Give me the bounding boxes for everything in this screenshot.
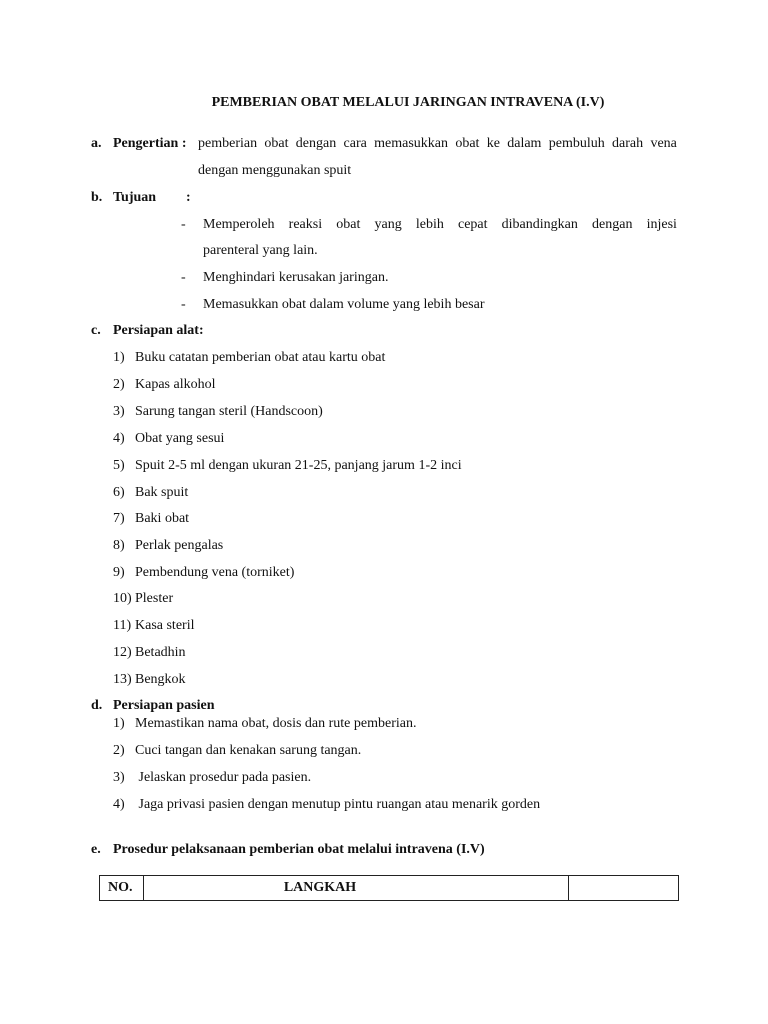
word: cara — [343, 136, 367, 151]
section-c-heading: Persiapan alat: — [113, 323, 204, 338]
word: lebih — [415, 217, 444, 232]
word: yang — [374, 217, 402, 232]
list-item: Memastikan nama obat, dosis dan rute pemberian. — [135, 716, 417, 731]
justified-line — [203, 216, 677, 234]
list-item: Obat yang sesui — [135, 431, 225, 446]
section-d-marker: d. — [91, 698, 103, 713]
list-item-number: 3) — [113, 770, 125, 785]
section-c-marker: c. — [91, 323, 101, 338]
list-item-number: 7) — [113, 511, 125, 526]
list-item-number: 5) — [113, 458, 125, 473]
word: memasukkan — [374, 136, 449, 151]
justified-line — [198, 135, 677, 153]
list-item-number: 10) — [113, 591, 132, 606]
list-item: Kasa steril — [135, 618, 195, 633]
list-item-number: 8) — [113, 538, 125, 553]
section-a-text-line2: dengan menggunakan spuit — [198, 163, 352, 178]
list-item-number: 3) — [113, 404, 125, 419]
list-item-number: 2) — [113, 377, 125, 392]
word: dengan — [592, 217, 633, 232]
bullet-dash: - — [181, 297, 186, 312]
section-d-heading: Persiapan pasien — [113, 698, 215, 713]
word: vena — [650, 136, 677, 151]
column-header-no: NO. — [100, 876, 144, 901]
list-item: Pembendung vena (torniket) — [135, 565, 295, 580]
bullet-dash: - — [181, 270, 186, 285]
word: dalam — [507, 136, 542, 151]
section-b-item1-line2: parenteral yang lain. — [203, 243, 318, 258]
list-item-number: 4) — [113, 431, 125, 446]
section-b-heading: Tujuan — [113, 190, 157, 205]
list-item-number: 11) — [113, 618, 132, 633]
list-item-number: 1) — [113, 350, 125, 365]
list-item-number: 13) — [113, 672, 132, 687]
section-a-heading: Pengertian : — [113, 136, 187, 151]
section-b-item3: Memasukkan obat dalam volume yang lebih besar — [203, 297, 485, 312]
list-item: Plester — [135, 591, 174, 606]
procedure-table — [99, 875, 679, 901]
list-item: Jaga privasi pasien dengan menutup pintu ruangan atau menarik gorden — [135, 797, 541, 812]
word: obat — [336, 217, 361, 232]
section-a-marker: a. — [91, 136, 102, 151]
word: obat — [264, 136, 289, 151]
word: ke — [486, 136, 500, 151]
list-item-number: 6) — [113, 485, 125, 500]
word: darah — [612, 136, 644, 151]
list-item: Baki obat — [135, 511, 190, 526]
list-item-number: 4) — [113, 797, 125, 812]
bullet-dash: - — [181, 217, 186, 232]
list-item-number: 9) — [113, 565, 125, 580]
word: reaksi — [288, 217, 323, 232]
list-item: Perlak pengalas — [135, 538, 224, 553]
list-item-number: 12) — [113, 645, 132, 660]
list-item: Buku catatan pemberian obat atau kartu obat — [135, 350, 386, 365]
word: injesi — [646, 217, 677, 232]
section-b-colon: : — [186, 190, 191, 205]
section-e-heading: Prosedur pelaksanaan pemberian obat melalui intravena (I.V) — [113, 842, 485, 857]
word: obat — [455, 136, 480, 151]
list-item: Bak spuit — [135, 485, 189, 500]
section-b-item1-line1 — [203, 216, 677, 234]
list-item: Sarung tangan steril (Handscoon) — [135, 404, 323, 419]
list-item-number: 2) — [113, 743, 125, 758]
table-header-row — [100, 876, 679, 901]
list-item: Kapas alkohol — [135, 377, 216, 392]
column-header-langkah: LANGKAH — [144, 876, 569, 901]
section-e-marker: e. — [91, 842, 101, 857]
list-item: Bengkok — [135, 672, 186, 687]
page-title: PEMBERIAN OBAT MELALUI JARINGAN INTRAVENA (I.V) — [211, 95, 605, 110]
list-item-number: 1) — [113, 716, 125, 731]
word: dengan — [295, 136, 337, 151]
word: Memperoleh — [203, 217, 275, 232]
word: cepat — [458, 217, 488, 232]
section-b-marker: b. — [91, 190, 103, 205]
list-item: Cuci tangan dan kenakan sarung tangan. — [135, 743, 362, 758]
list-item: Spuit 2-5 ml dengan ukuran 21-25, panjang jarum 1-2 inci — [135, 458, 462, 473]
list-item: Jelaskan prosedur pada pasien. — [135, 770, 312, 785]
word: pemberian — [198, 136, 258, 151]
word: dibandingkan — [501, 217, 578, 232]
column-header-empty — [569, 876, 679, 901]
word: pembuluh — [548, 136, 605, 151]
list-item: Betadhin — [135, 645, 186, 660]
section-a-text-line1 — [198, 135, 677, 153]
section-b-item2: Menghindari kerusakan jaringan. — [203, 270, 389, 285]
